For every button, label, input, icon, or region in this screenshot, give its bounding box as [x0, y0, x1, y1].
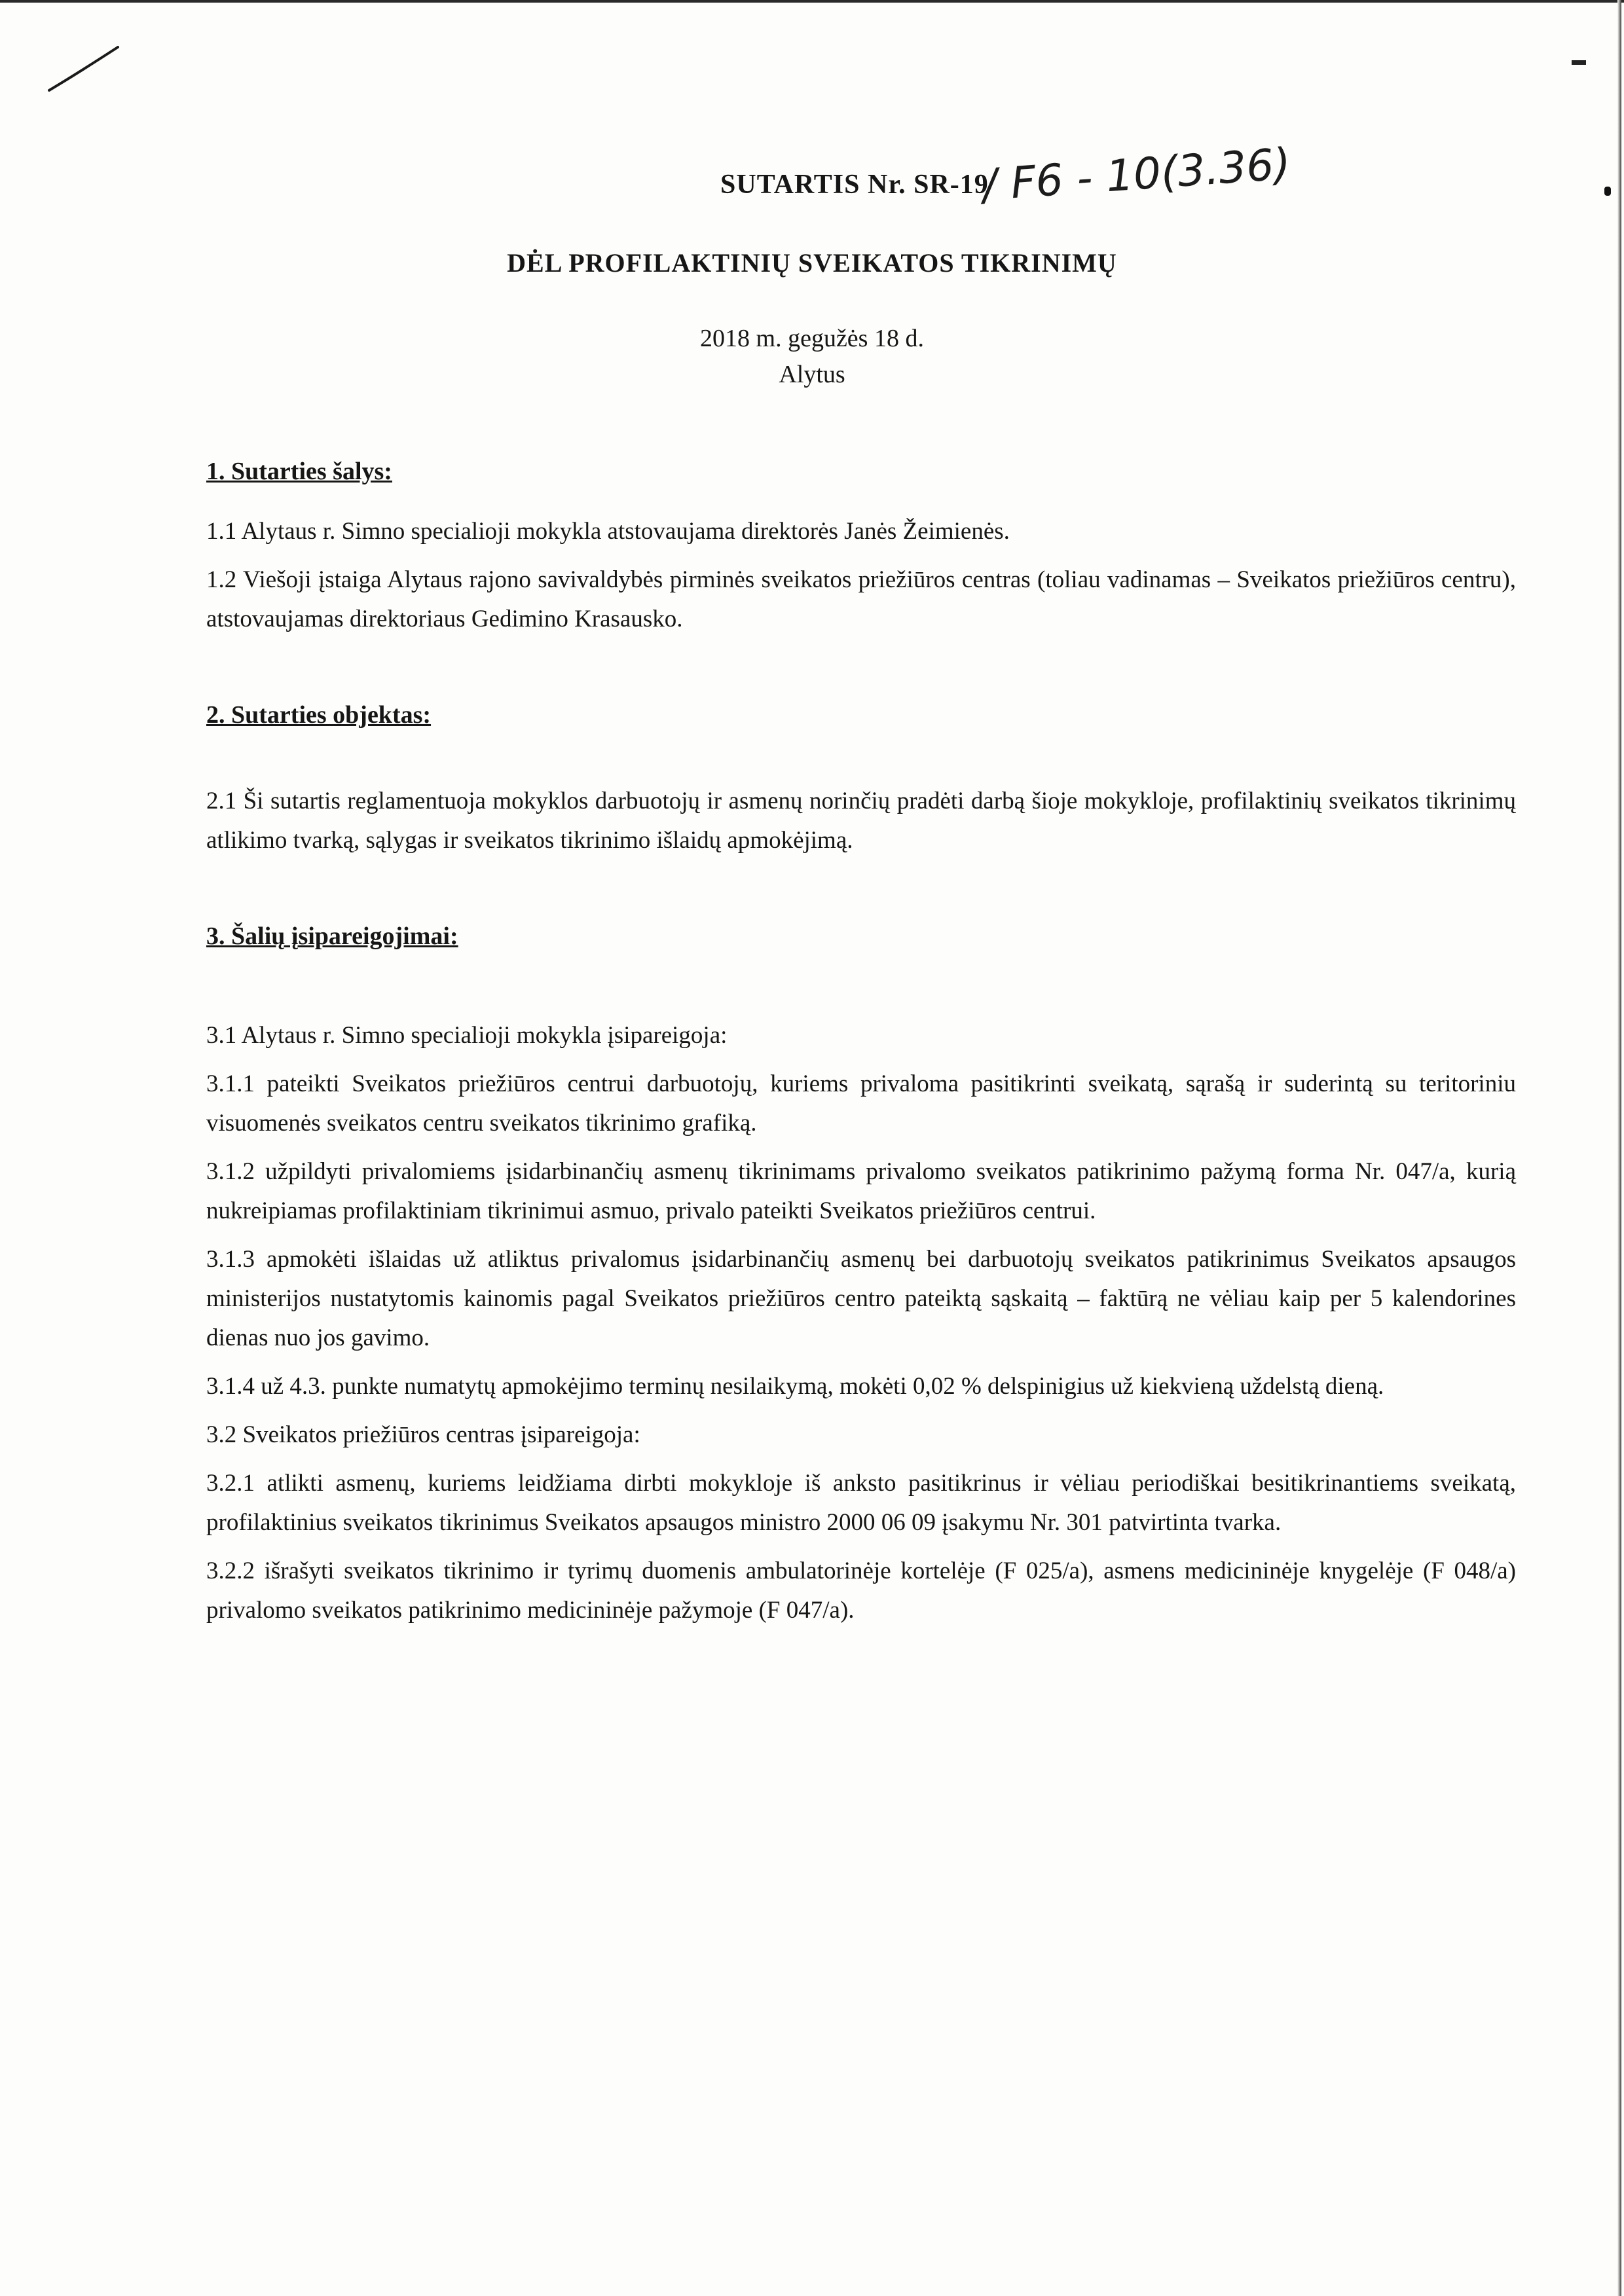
section-title: 3. Šalių įsipareigojimai:: [206, 922, 458, 950]
paragraph: 3.1.4 už 4.3. punkte numatytų apmokėjimo terminų nesilaikymą, mokėti 0,02 % delspinigius už kiekvieną uždelstą dieną.: [206, 1373, 1384, 1400]
section-title: 1. Sutarties šalys:: [206, 458, 392, 485]
section-object: [206, 695, 1516, 860]
section-title: 2. Sutarties objektas:: [206, 701, 432, 729]
contract-date: 2018 m. gegužės 18 d.: [700, 325, 924, 352]
paragraph: 1.1 Alytaus r. Simno specialioji mokykla atstovaujama direktorės Janės Žeimienės.: [206, 518, 1010, 545]
section-parties: [206, 452, 1516, 639]
paragraph: 2.1 Ši sutartis reglamentuoja mokyklos darbuotojų ir asmenų norinčių pradėti darbą šioje mokykloje, profilaktinių sveikatos tikrinimų atlikimo tvarką, sąlygas ir sveikatos tikrinimo išlaidų apmokėjimą.: [206, 788, 1516, 854]
paragraph: 3.2.1 atlikti asmenų, kuriems leidžiama dirbti mokykloje iš anksto pasitikrinus ir vėliau periodiškai besitikrinantiems sveikatą, profilaktinius sveikatos tikrinimus Sveikatos apsaugos ministro 2000 06 09 įsakymu Nr. 301 patvirtinta tvarka.: [206, 1470, 1516, 1536]
paragraph: 3.2 Sveikatos priežiūros centras įsipareigoja:: [206, 1421, 640, 1448]
contract-subtitle: DĖL PROFILAKTINIŲ SVEIKATOS TIKRINIMŲ: [507, 248, 1117, 278]
handwritten-registration-number: / F6 - 10(3.36): [980, 138, 1293, 211]
paragraph: 3.2.2 išrašyti sveikatos tikrinimo ir tyrimų duomenis ambulatorinėje kortelėje (F 025/a), asmens medicininėje knygelėje (F 048/a) privalomo sveikatos patikrinimo medicininėje pažymoje (F 047/a).: [206, 1558, 1516, 1624]
section-obligations: [206, 917, 1516, 1630]
margin-pen-mark: [46, 39, 124, 105]
contract-body: [206, 452, 1516, 1660]
paragraph: 1.2 Viešoji įstaiga Alytaus rajono savivaldybės pirminės sveikatos priežiūros centras (toliau vadinamas – Sveikatos priežiūros centru), atstovaujamas direktoriaus Gedimino Krasausko.: [206, 566, 1516, 632]
contract-place: Alytus: [779, 361, 845, 388]
scan-speck: [1604, 187, 1611, 196]
paragraph: 3.1.3 apmokėti išlaidas už atliktus privalomus įsidarbinančių asmenų bei darbuotojų sveikatos patikrinimus Sveikatos apsaugos ministerijos nustatytomis kainomis pagal Sveikatos priežiūros centro pateiktą sąskaitą – faktūrą ne vėliau kaip per 5 kalendorines dienas nuo jos gavimo.: [206, 1246, 1516, 1351]
paragraph: 3.1.2 užpildyti privalomiems įsidarbinančių asmenų tikrinimams privalomo sveikatos patikrinimo pažymą forma Nr. 047/a, kurią nukreipiamas profilaktiniam tikrinimui asmuo, privalo pateikti Sveikatos priežiūros centrui.: [206, 1158, 1516, 1224]
paragraph: 3.1.1 pateikti Sveikatos priežiūros centrui darbuotojų, kuriems privaloma pasitikrinti sveikatą, sąrašą ir suderintą su teritoriniu visuomenės sveikatos centru sveikatos tikrinimo grafiką.: [206, 1070, 1516, 1137]
scan-speck: [1572, 60, 1586, 65]
scan-edge-top: [0, 0, 1624, 3]
contract-title: SUTARTIS Nr. SR-19: [720, 170, 989, 200]
paragraph: 3.1 Alytaus r. Simno specialioji mokykla įsipareigoja:: [206, 1022, 728, 1049]
